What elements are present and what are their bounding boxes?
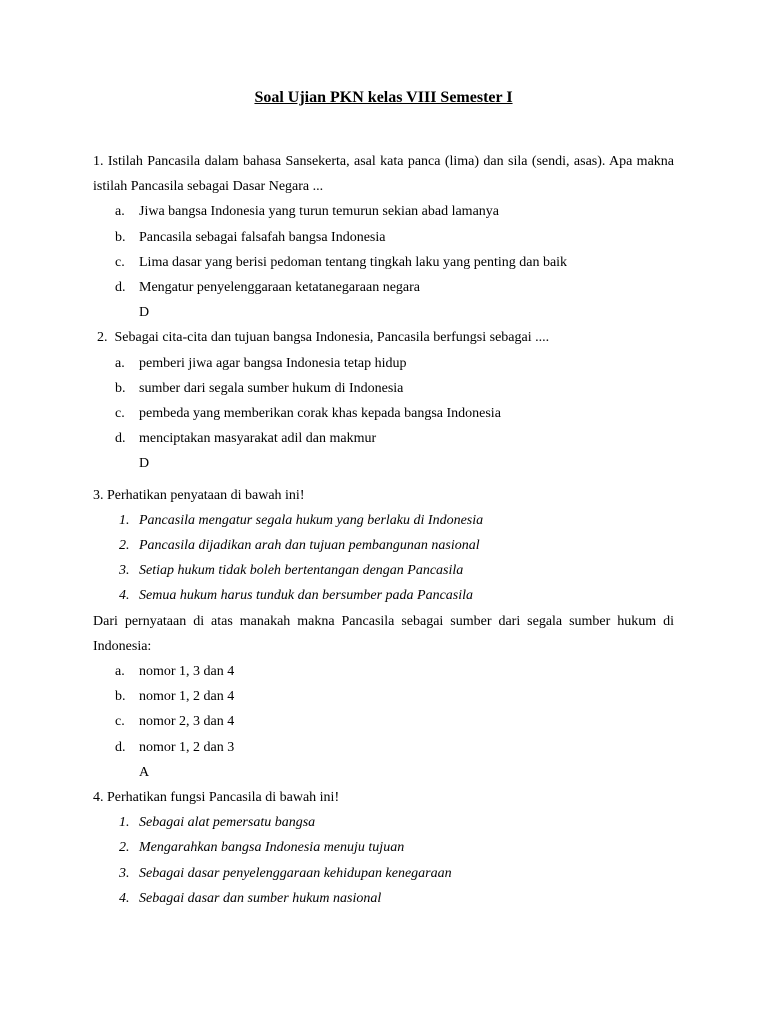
option-text: nomor 1, 2 dan 4 <box>139 689 235 705</box>
statement-text: Pancasila mengatur segala hukum yang berlaku di Indonesia <box>139 512 484 528</box>
option-b <box>93 225 674 250</box>
question-3 <box>93 483 674 785</box>
question-text: Sebagai cita-cita dan tujuan bangsa Indonesia, Pancasila berfungsi sebagai .... <box>114 330 550 346</box>
statement-3 <box>93 861 674 886</box>
option-b <box>93 684 674 709</box>
document-title: Soal Ujian PKN kelas VIII Semester I <box>254 89 513 106</box>
option-text: nomor 1, 3 dan 4 <box>139 664 235 680</box>
question-stem <box>93 149 674 199</box>
option-marker: d. <box>115 280 126 296</box>
option-marker: d. <box>115 431 126 447</box>
option-text: pemberi jiwa agar bangsa Indonesia tetap hidup <box>139 355 407 371</box>
option-d <box>93 735 674 760</box>
option-list <box>93 199 674 300</box>
statement-2 <box>93 533 674 558</box>
statement-text: Pancasila dijadikan arah dan tujuan pembangunan nasional <box>139 538 480 554</box>
statement-3 <box>93 558 674 583</box>
option-b <box>93 376 674 401</box>
statement-text: Sebagai dasar dan sumber hukum nasional <box>139 890 382 906</box>
option-d <box>93 426 674 451</box>
option-marker: b. <box>115 229 126 245</box>
option-text: pembeda yang memberikan corak khas kepada bangsa Indonesia <box>139 406 501 422</box>
statement-2 <box>93 835 674 860</box>
question-number: 1. <box>93 154 104 169</box>
question-list <box>93 149 674 911</box>
option-marker: a. <box>115 355 125 371</box>
question-text: Perhatikan penyataan di bawah ini! <box>107 487 305 503</box>
option-list <box>93 659 674 760</box>
statement-marker: 1. <box>119 512 130 528</box>
question-stem <box>93 785 674 810</box>
statement-text: Semua hukum harus tunduk dan bersumber pada Pancasila <box>139 588 474 604</box>
statement-marker: 3. <box>119 865 130 881</box>
statement-1 <box>93 508 674 533</box>
statement-marker: 4. <box>119 890 130 906</box>
statement-4 <box>93 886 674 911</box>
statement-text: Setiap hukum tidak boleh bertentangan dengan Pancasila <box>139 563 464 579</box>
option-marker: c. <box>115 254 125 270</box>
option-marker: d. <box>115 739 126 755</box>
option-d <box>93 275 674 300</box>
statement-marker: 2. <box>119 538 130 554</box>
option-marker: c. <box>115 714 125 730</box>
statement-marker: 4. <box>119 588 130 604</box>
answer-key: D <box>139 305 150 321</box>
option-a <box>93 659 674 684</box>
option-marker: b. <box>115 380 126 396</box>
option-text: nomor 1, 2 dan 3 <box>139 739 235 755</box>
option-c <box>93 709 674 734</box>
statement-1 <box>93 810 674 835</box>
question-number: 2. <box>97 330 108 346</box>
option-a <box>93 199 674 224</box>
option-marker: c. <box>115 406 125 422</box>
option-text: nomor 2, 3 dan 4 <box>139 714 235 730</box>
option-text: Jiwa bangsa Indonesia yang turun temurun sekian abad lamanya <box>139 204 500 220</box>
statement-marker: 3. <box>119 563 130 579</box>
question-4 <box>93 785 674 911</box>
option-text: sumber dari segala sumber hukum di Indonesia <box>139 380 404 396</box>
statement-text: Sebagai alat pemersatu bangsa <box>139 815 316 831</box>
option-c <box>93 250 674 275</box>
question-stem <box>93 325 674 350</box>
statement-marker: 1. <box>119 815 130 831</box>
answer-key: D <box>139 456 150 472</box>
statement-marker: 2. <box>119 840 130 856</box>
option-text: Pancasila sebagai falsafah bangsa Indonesia <box>139 229 386 245</box>
question-followup: Dari pernyataan di atas manakah makna Pancasila sebagai sumber dari segala sumber hukum di Indonesia: <box>93 613 674 654</box>
option-marker: b. <box>115 689 126 705</box>
option-text: Lima dasar yang berisi pedoman tentang tingkah laku yang penting dan baik <box>139 254 568 270</box>
option-c <box>93 401 674 426</box>
question-text: Istilah Pancasila dalam bahasa Sansekerta, asal kata panca (lima) dan sila (sendi, asas). Apa makna istilah Pancasila sebagai Dasar Negara ... <box>93 154 674 195</box>
statement-text: Sebagai dasar penyelenggaraan kehidupan kenegaraan <box>139 865 452 881</box>
question-text: Perhatikan fungsi Pancasila di bawah ini! <box>107 790 340 806</box>
question-1 <box>93 149 674 325</box>
option-text: Mengatur penyelenggaraan ketatanegaraan negara <box>139 280 421 296</box>
option-marker: a. <box>115 664 125 680</box>
option-marker: a. <box>115 204 125 220</box>
statement-list <box>93 508 674 609</box>
statement-4 <box>93 583 674 608</box>
question-number: 3. <box>93 487 104 503</box>
statement-list <box>93 810 674 911</box>
answer-key: A <box>139 764 150 780</box>
question-2 <box>93 325 674 476</box>
option-a <box>93 351 674 376</box>
question-stem <box>93 483 674 508</box>
option-text: menciptakan masyarakat adil dan makmur <box>139 431 377 447</box>
question-number: 4. <box>93 790 104 806</box>
statement-text: Mengarahkan bangsa Indonesia menuju tujuan <box>139 840 405 856</box>
option-list <box>93 351 674 452</box>
